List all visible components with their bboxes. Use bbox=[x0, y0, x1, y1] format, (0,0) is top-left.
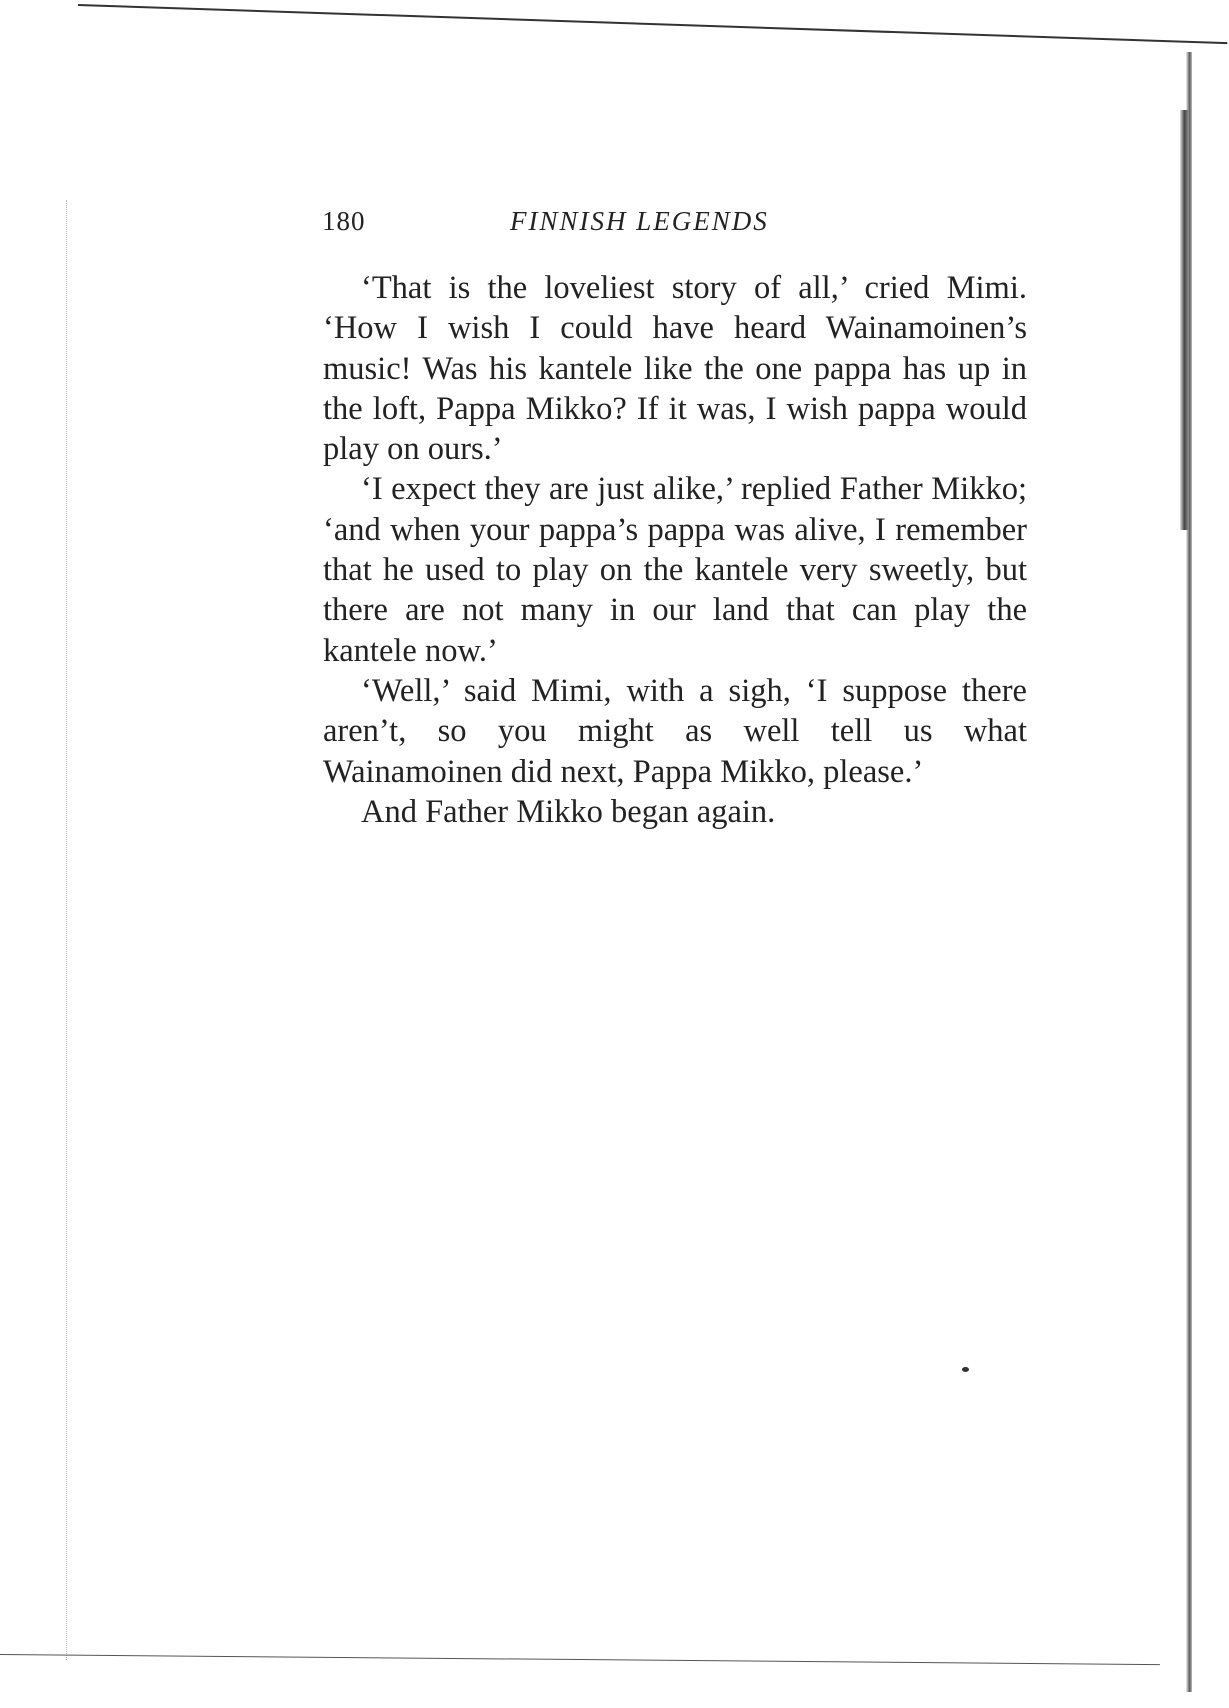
running-head bbox=[322, 206, 842, 242]
scan-right-shadow bbox=[1180, 110, 1189, 530]
scan-top-edge bbox=[78, 4, 1227, 44]
paragraph: ‘That is the loveliest story of all,’ cried Mimi. ‘How I wish I could have heard Wainamoinen’s music! Was his kantele like the one pappa has up in the loft, Pappa Mikko? If it was, I wish pappa would play on ours.’ bbox=[323, 270, 1027, 468]
ink-speck bbox=[962, 1367, 969, 1372]
running-title: FINNISH LEGENDS bbox=[510, 206, 769, 236]
page-number: 180 bbox=[322, 206, 366, 236]
paragraph: ‘I expect they are just alike,’ replied Father Mikko; ‘and when your pappa’s pappa was alive, I remember that he used to play on the kantele very sweetly, but there are not many in our land that can play the kantele now.’ bbox=[323, 471, 1027, 669]
paragraph: And Father Mikko began again. bbox=[361, 793, 776, 830]
scan-bottom-edge bbox=[0, 1654, 1160, 1665]
scan-left-edge bbox=[66, 200, 67, 1660]
paragraph: ‘Well,’ said Mimi, with a sigh, ‘I suppose there aren’t, so you might as well tell us what Wainamoinen did next, Pappa Mikko, please.’ bbox=[323, 672, 1027, 790]
body-text bbox=[323, 268, 1027, 832]
